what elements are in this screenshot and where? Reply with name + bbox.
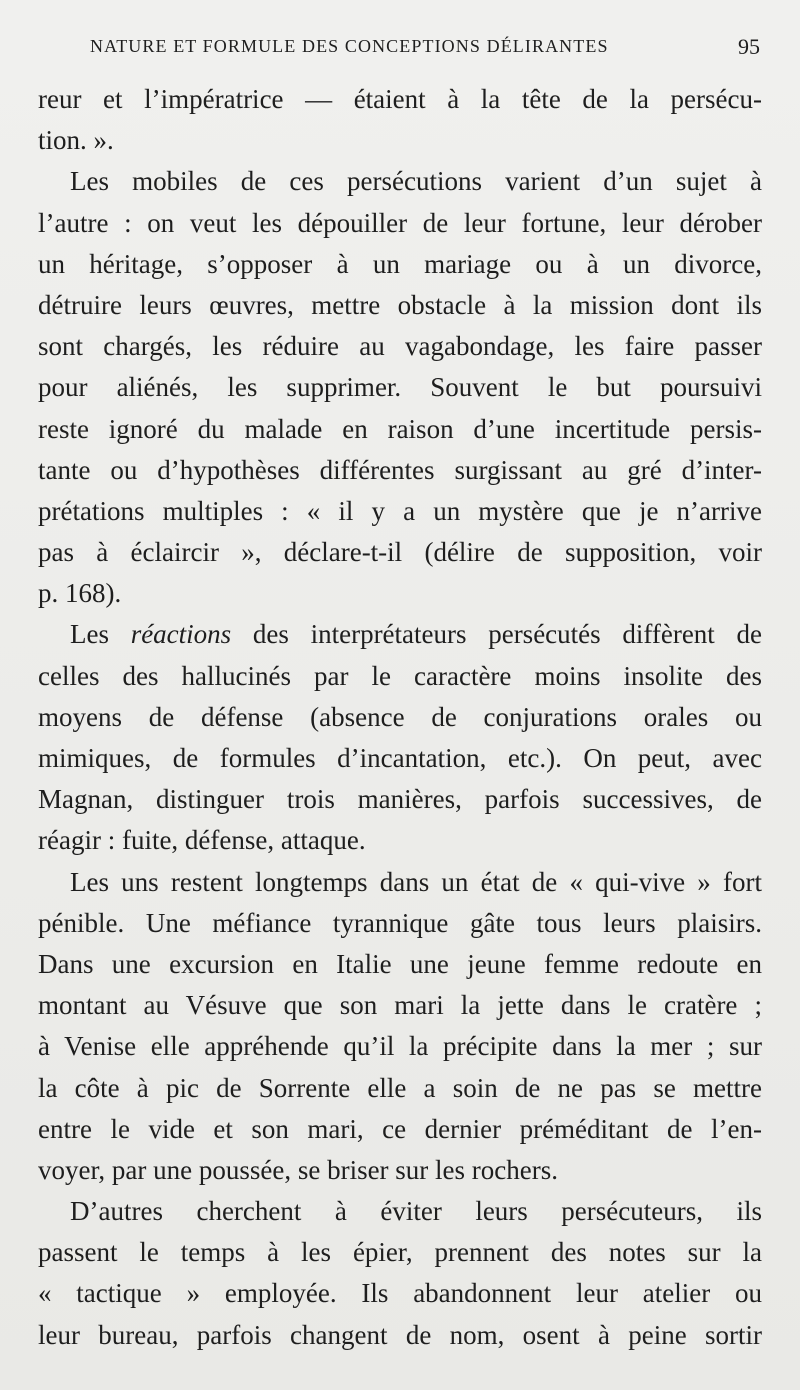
text-line: Les uns restent longtemps dans un état de « qui-vive » fort xyxy=(70,866,762,897)
page-number: 95 xyxy=(738,34,760,59)
text-line: tion. ». xyxy=(38,125,114,156)
text-line: reste ignoré du malade en raison d’une incertitude persis- xyxy=(38,413,762,444)
running-title: NATURE ET FORMULE DES CONCEPTIONS DÉLIRANTES xyxy=(90,36,609,56)
running-head xyxy=(90,34,760,64)
text-line: Dans une excursion en Italie une jeune femme redoute en xyxy=(38,948,762,979)
text-line: montant au Vésuve que son mari la jette dans le cratère ; xyxy=(38,990,762,1021)
text-line: la côte à pic de Sorrente elle a soin de ne pas se mettre xyxy=(38,1072,762,1103)
text-line: réagir : fuite, défense, attaque. xyxy=(38,825,366,856)
text-line: l’autre : on veut les dépouiller de leur fortune, leur dérober xyxy=(38,207,762,238)
text-line: pas à éclaircir », déclare-t-il (délire de supposition, voir xyxy=(38,537,762,568)
text-line: mimiques, de formules d’incantation, etc.). On peut, avec xyxy=(38,743,762,773)
text-line: reur et l’impératrice — étaient à la tête de la persécu- xyxy=(38,84,762,114)
text-line: sont chargés, les réduire au vagabondage, les faire passer xyxy=(38,331,762,362)
text-line: à Venise elle appréhende qu’il la précipite dans la mer ; sur xyxy=(38,1031,762,1062)
text-line: Les mobiles de ces persécutions varient d’un sujet à xyxy=(70,166,762,197)
italic-term: réactions xyxy=(130,619,232,650)
text-line: D’autres cherchent à éviter leurs persécuteurs, ils xyxy=(70,1196,762,1227)
text-run: Les xyxy=(70,619,131,650)
text-line: entre le vide et son mari, ce dernier préméditant de l’en- xyxy=(38,1113,762,1144)
text-line: « tactique » employée. Ils abandonnent leur atelier ou xyxy=(38,1278,762,1309)
text-line: passent le temps à les épier, prennent des notes sur la xyxy=(38,1237,762,1268)
text-line: voyer, par une poussée, se briser sur les rochers. xyxy=(38,1154,559,1185)
text-line: p. 168). xyxy=(38,578,122,609)
text-line: leur bureau, parfois changent de nom, osent à peine sortir xyxy=(38,1319,762,1350)
text-run: des interprétateurs persécutés diffèrent de xyxy=(231,619,762,650)
text-line: détruire leurs œuvres, mettre obstacle à la mission dont ils xyxy=(38,289,762,320)
text-line: moyens de défense (absence de conjurations orales ou xyxy=(38,701,762,732)
body-text xyxy=(38,79,762,1356)
text-line: Magnan, distinguer trois manières, parfois successives, de xyxy=(38,784,762,815)
text-line: pour aliénés, les supprimer. Souvent le but poursuivi xyxy=(38,372,762,403)
text-line xyxy=(38,614,762,655)
text-line: pénible. Une méfiance tyrannique gâte tous leurs plaisirs. xyxy=(38,907,762,938)
text-line: un héritage, s’opposer à un mariage ou à un divorce, xyxy=(38,248,762,279)
text-line: tante ou d’hypothèses différentes surgissant au gré d’inter- xyxy=(38,454,762,485)
text-line: prétations multiples : « il y a un mystère que je n’arrive xyxy=(38,495,762,526)
text-line: celles des hallucinés par le caractère moins insolite des xyxy=(38,660,762,691)
